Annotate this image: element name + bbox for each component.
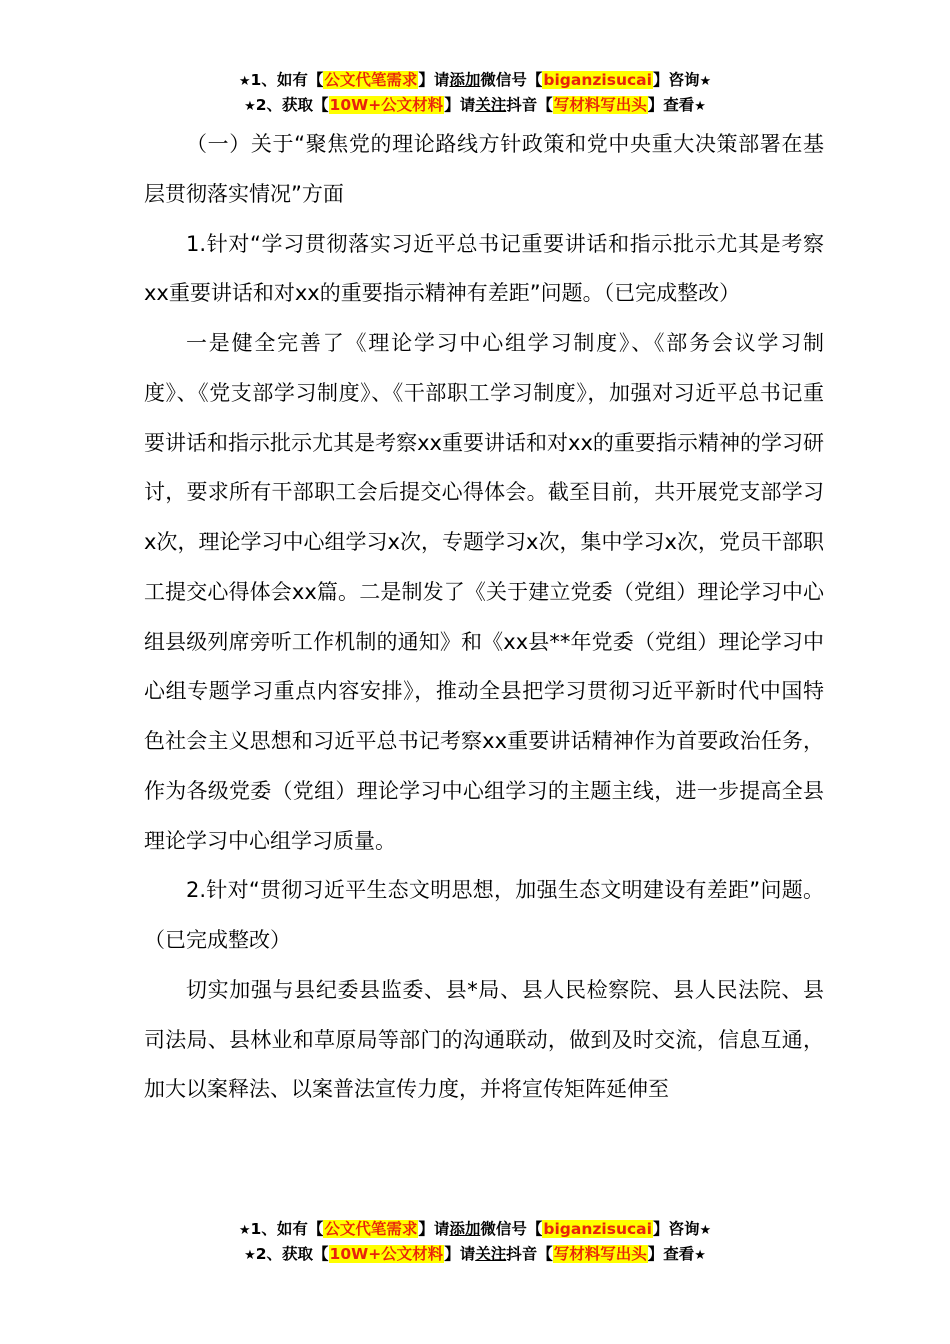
banner-line-2 (0, 1242, 950, 1267)
highlight-text: 写材料写出头 (553, 96, 647, 114)
highlight-text: 10W+公文材料 (329, 1245, 444, 1263)
highlight-text: biganzisucai (543, 71, 652, 89)
paragraph: 切实加强与县纪委县监委、县*局、县人民检察院、县人民法院、县司法局、县林业和草原局等部门的沟通联动，做到及时交流，信息互通，加大以案释法、以案普法宣传力度，并将宣传矩阵延伸至 (144, 977, 824, 1102)
header-banner (0, 68, 950, 118)
footer-banner (0, 1217, 950, 1267)
paragraph: 1.针对“学习贯彻落实习近平总书记重要讲话和指示批示尤其是考察xx重要讲话和对xx的重要指示精神有差距”问题。（已完成整改） (144, 231, 824, 306)
highlight-text: biganzisucai (543, 1220, 652, 1238)
banner-text: 】咨询 (652, 1220, 700, 1238)
star-icon: ★ (238, 1223, 251, 1238)
banner-line-2 (0, 93, 950, 118)
banner-text: 1、如有【 (250, 71, 324, 89)
banner-text: 抖音【 (506, 1245, 553, 1263)
banner-text: 】咨询 (652, 71, 700, 89)
banner-text: 微信号【 (480, 1220, 543, 1238)
banner-text: 微信号【 (480, 71, 543, 89)
star-icon: ★ (238, 74, 251, 89)
banner-line-1 (0, 68, 950, 93)
banner-text: 2、获取【 (255, 96, 329, 114)
star-icon: ★ (694, 99, 706, 114)
banner-text: 1、如有【 (250, 1220, 324, 1238)
star-icon: ★ (699, 1223, 712, 1238)
highlight-text: 公文代笔需求 (324, 1220, 418, 1238)
paragraph: 一是健全完善了《理论学习中心组学习制度》、《部务会议学习制度》、《党支部学习制度》、《干部职工学习制度》，加强对习近平总书记重要讲话和指示批示尤其是考察xx重要讲话和对xx的重要指示精神的学习研讨，要求所有干部职工会后提交心得体会。截至目前，共开展党支部学习x次，理论学习中心组学习x次，专题学习x次，集中学习x次，党员干部职工提交心得体会xx篇。二是制发了《关于建立党委（党组）理论学习中心组县级列席旁听工作机制的通知》和《xx县**年党委（党组）理论学习中心组专题学习重点内容安排》，推动全县把学习贯彻习近平新时代中国特色社会主义思想和习近平总书记考察xx重要讲话精神作为首要政治任务，作为各级党委（党组）理论学习中心组学习的主题主线，进一步提高全县理论学习中心组学习质量。 (144, 331, 824, 853)
underlined-text: 关注 (475, 96, 507, 114)
star-icon: ★ (244, 99, 256, 114)
highlight-text: 公文代笔需求 (324, 71, 418, 89)
document-body (144, 120, 824, 1115)
banner-text: 抖音【 (506, 96, 553, 114)
underlined-text: 添加 (449, 71, 481, 89)
banner-text: 】请 (444, 96, 476, 114)
star-icon: ★ (694, 1248, 706, 1263)
banner-text: 】请 (444, 1245, 476, 1263)
star-icon: ★ (244, 1248, 256, 1263)
underlined-text: 关注 (475, 1245, 507, 1263)
banner-text: 】查看 (647, 1245, 695, 1263)
highlight-text: 写材料写出头 (553, 1245, 647, 1263)
banner-text: 】请 (418, 1220, 450, 1238)
banner-line-1 (0, 1217, 950, 1242)
paragraph: 2.针对“贯彻习近平生态文明思想，加强生态文明建设有差距”问题。（已完成整改） (144, 878, 824, 952)
banner-text: 】请 (418, 71, 450, 89)
section-heading: （一）关于“聚焦党的理论路线方针政策和党中央重大决策部署在基层贯彻落实情况”方面 (144, 132, 824, 206)
star-icon: ★ (699, 74, 712, 89)
banner-text: 】查看 (647, 96, 695, 114)
underlined-text: 添加 (449, 1220, 481, 1238)
highlight-text: 10W+公文材料 (329, 96, 444, 114)
banner-text: 2、获取【 (255, 1245, 329, 1263)
